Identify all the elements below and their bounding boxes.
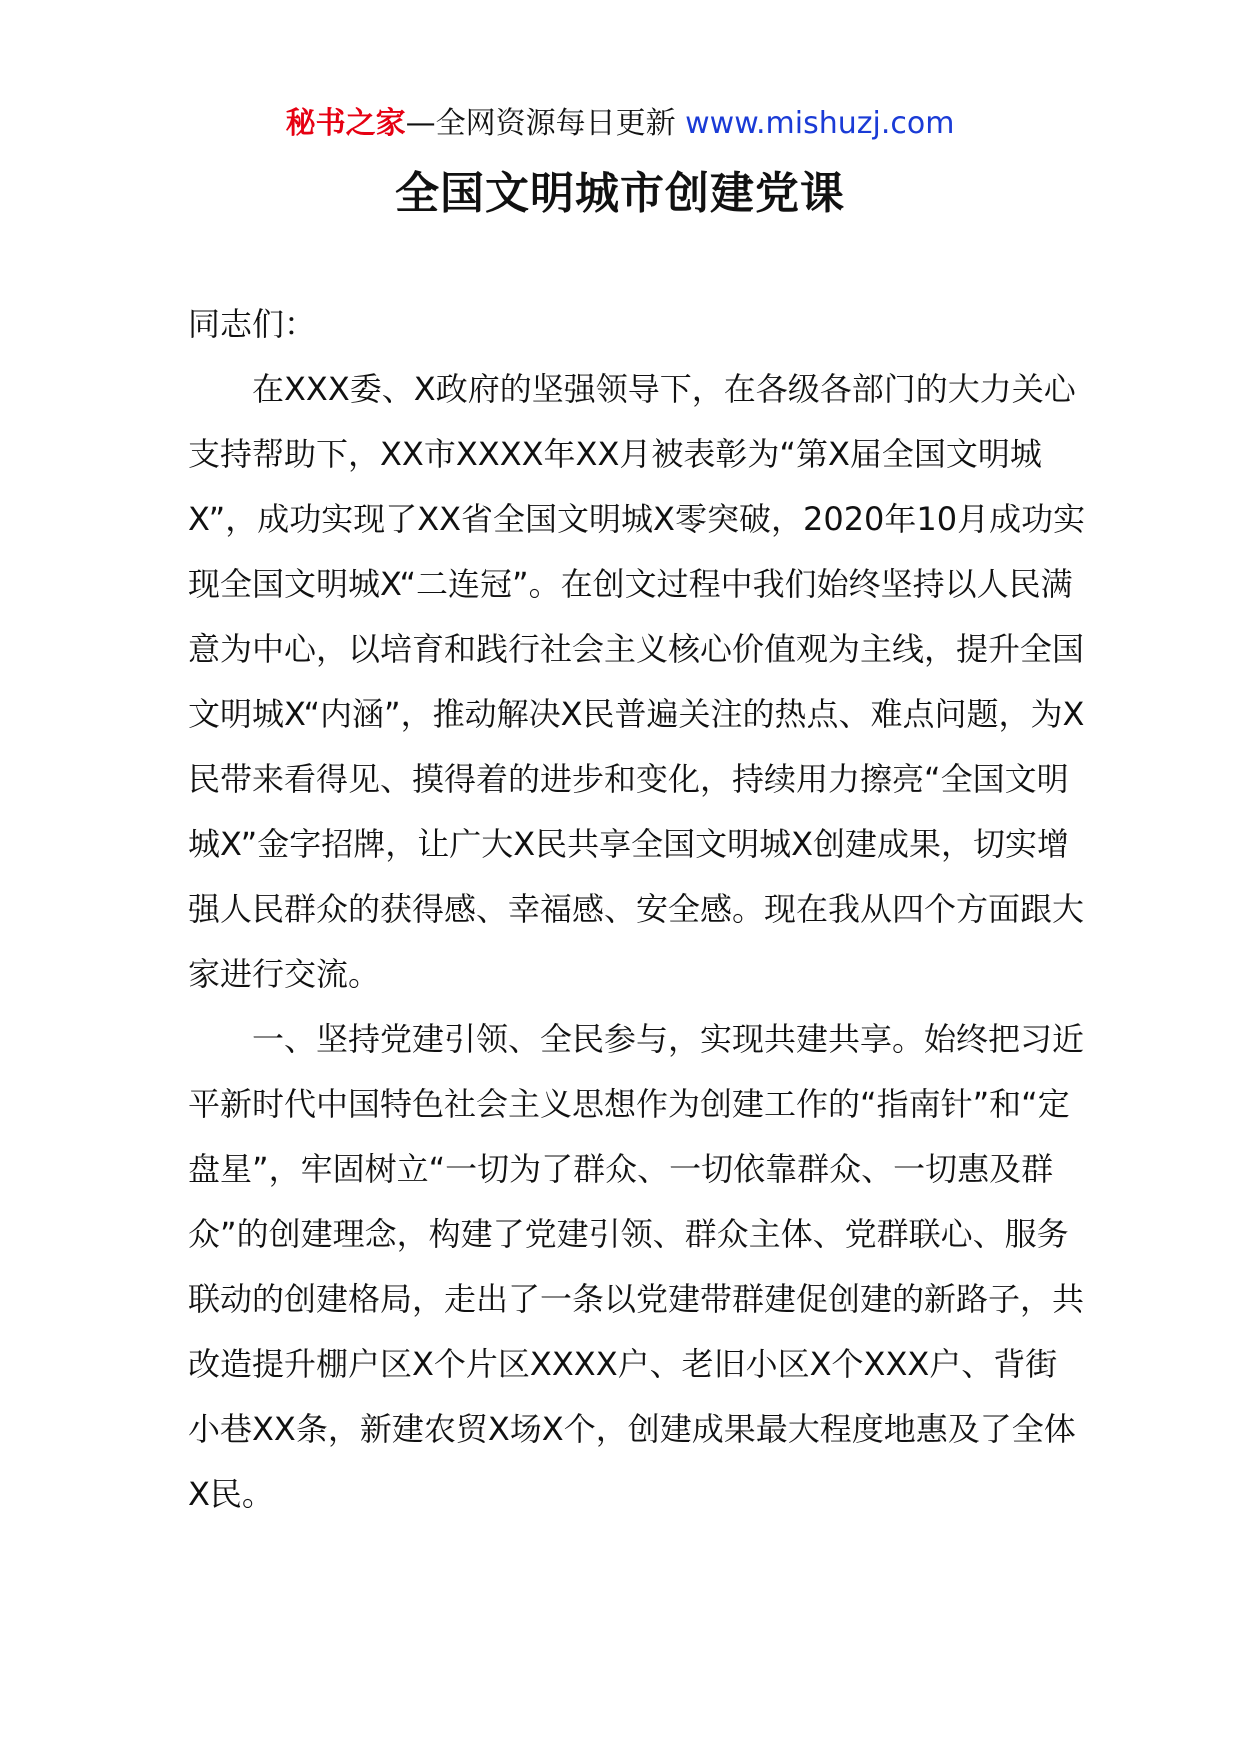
banner-url-link[interactable]: www.mishuzj.com xyxy=(685,106,955,141)
section-one-heading: 一、坚持党建引领、全民参与，实现共建共享。 xyxy=(252,1020,925,1058)
banner-brand: 秘书之家 xyxy=(285,106,406,141)
intro-paragraph: 在XXX委、X政府的坚强领导下，在各级各部门的大力关心支持帮助下，XX市XXXX年XX月被表彰为“第X届全国文明城X”，成功实现了XX省全国文明城X零突破，2020年10月成功实现全国文明城X“二连冠”。在创文过程中我们始终坚持以人民满意为中心，以培育和践行社会主义核心价值观为主线，提升全国文明城X“内涵”，推动解决X民普遍关注的热点、难点问题，为X民带来看得见、摸得着的进步和变化，持续用力擦亮“全国文明城X”金字招牌，让广大X民共享全国文明城X创建成果，切实增强人民群众的获得感、幸福感、安全感。现在我从四个方面跟大家进行交流。 xyxy=(188,370,1086,993)
section-one-paragraph xyxy=(188,1007,1086,1527)
section-one-text: 始终把习近平新时代中国特色社会主义思想作为创建工作的“指南针”和“定盘星”，牢固树立“一切为了群众、一切依靠群众、一切惠及群众”的创建理念，构建了党建引领、群众主体、党群联心、服务联动的创建格局，走出了一条以党建带群建促创建的新路子，共改造提升棚户区X个片区XXXX户、老旧小区X个XXX户、背街小巷XX条，新建农贸X场X个，创建成果最大程度地惠及了全体X民。 xyxy=(188,1020,1085,1513)
document-title: 全国文明城市创建党课 xyxy=(395,168,845,219)
banner-tagline: —全网资源每日更新 xyxy=(405,106,686,141)
salutation: 同志们： xyxy=(188,305,317,343)
document-body xyxy=(188,292,1086,1527)
site-banner xyxy=(0,104,1240,144)
